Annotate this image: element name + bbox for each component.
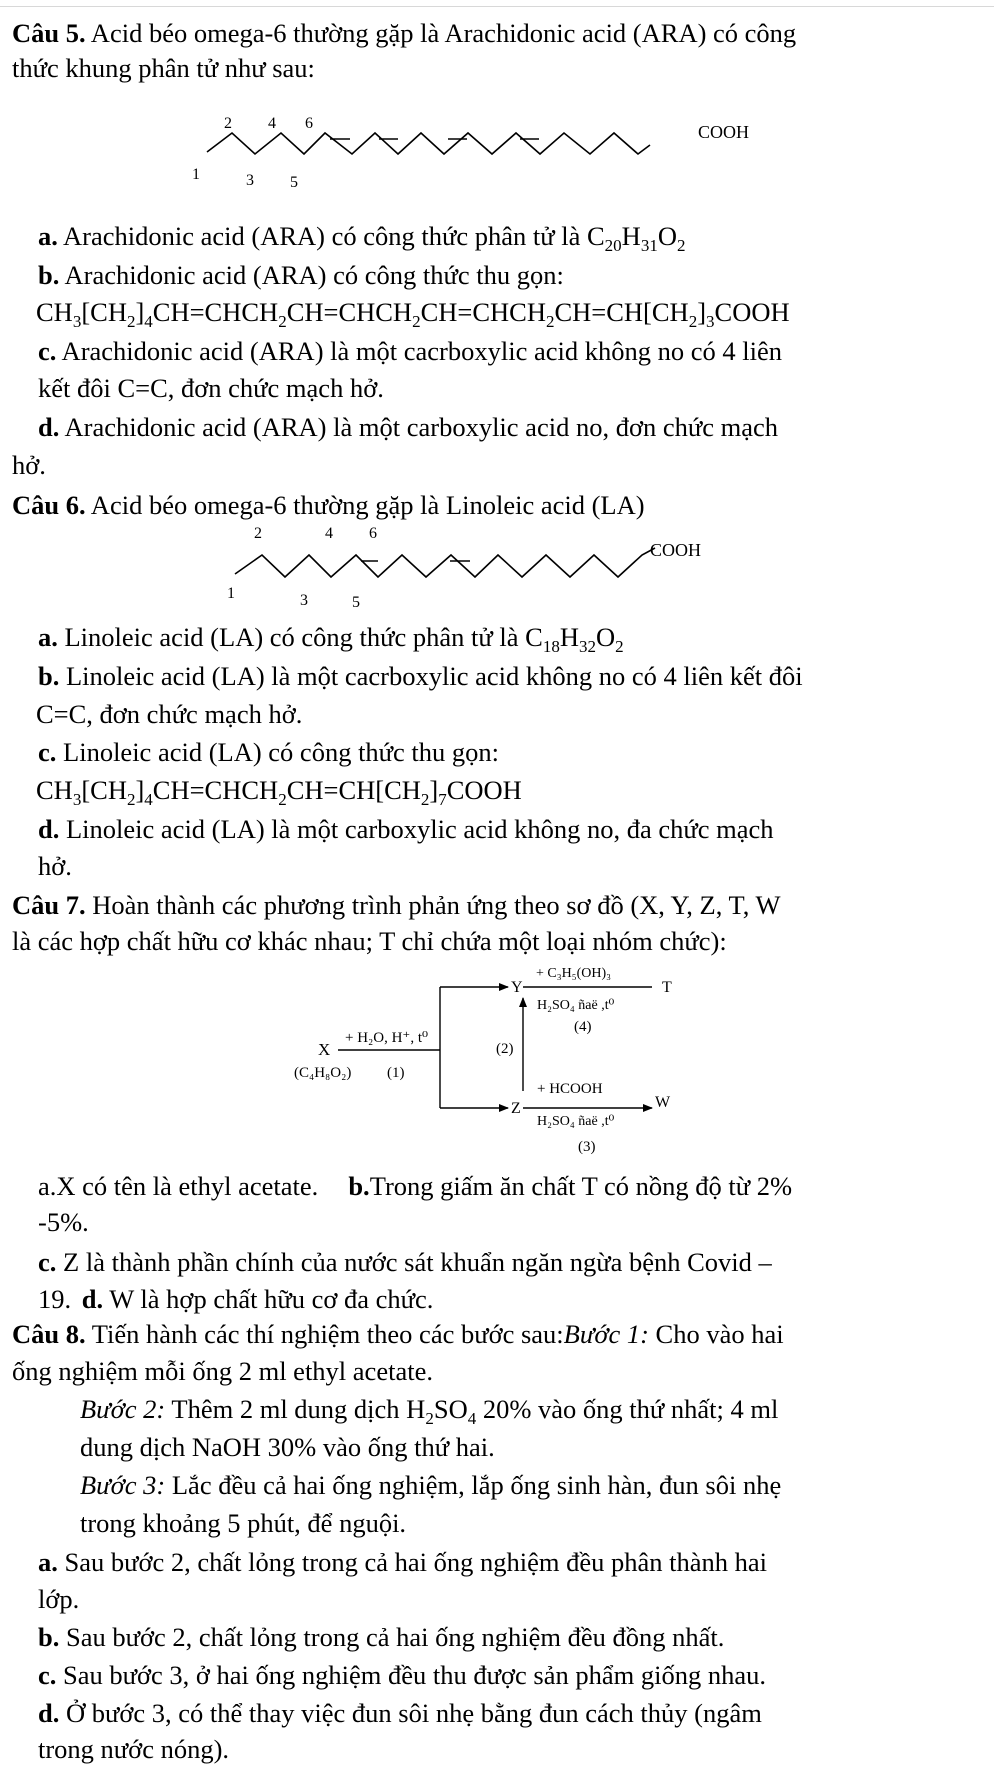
q6-option-d: d. Linoleic acid (LA) là một carboxylic acid không no, đa chức mạch xyxy=(38,814,774,844)
q7-step1-reagent: + H₂O, H⁺, t⁰ xyxy=(345,1030,429,1046)
q5-option-b-formula: $CH_3[CH_2]_4CH=CHCH_2CH=CHCH_2CH=CHCH_2CH=CH[CH_2]_3COOH$ xyxy=(36,297,790,331)
q6-option-a: a. Linoleic acid (LA) có công thức phân tử là $C_{18}H_{32}O_2$ xyxy=(38,622,624,656)
q7-step4-label: (4) xyxy=(574,1019,592,1035)
q6-option-d-line-2: hở. xyxy=(38,851,72,881)
q7-intro-line-2: là các hợp chất hữu cơ khác nhau; T chỉ chứa một loại nhóm chức): xyxy=(12,926,727,956)
q8-option-a: a. Sau bước 2, chất lỏng trong cả hai ống nghiệm đều phân thành hai xyxy=(38,1547,767,1577)
q8-intro-line-1: Câu 8. Tiến hành các thí nghiệm theo các bước sau:Bước 1: Cho vào hai xyxy=(12,1319,784,1349)
q5-atom-number: 3 xyxy=(246,172,254,189)
q6-atom-number: 6 xyxy=(369,525,377,542)
q5-heading: Câu 5. xyxy=(12,18,86,48)
q6-heading: Câu 6. xyxy=(12,490,86,520)
q8-option-d: d. Ở bước 3, có thể thay việc đun sôi nhẹ bằng đun cách thủy (ngâm xyxy=(38,1698,762,1728)
q6-option-c-formula: $CH_3[CH_2]_4CH=CHCH_2CH=CH[CH_2]_7COOH$ xyxy=(36,775,522,809)
q8-step2: Bước 2: Thêm 2 ml dung dịch $H_2SO_4$ 20% vào ống thứ nhất; 4 ml xyxy=(80,1394,779,1428)
q6-intro-line: Câu 6. Acid béo omega-6 thường gặp là Linoleic acid (LA) xyxy=(12,490,645,520)
q8-option-b: b. Sau bước 2, chất lỏng trong cả hai ống nghiệm đều đồng nhất. xyxy=(38,1622,725,1652)
q5-option-b: b. Arachidonic acid (ARA) có công thức thu gọn: xyxy=(38,260,564,290)
q8-heading: Câu 8. xyxy=(12,1319,86,1349)
q8-step2-line-2: dung dịch NaOH 30% vào ống thứ hai. xyxy=(80,1432,495,1462)
q6-atom-number: 4 xyxy=(325,525,333,542)
q7-option-c: c. Z là thành phần chính của nước sát khuẩn ngăn ngừa bệnh Covid – xyxy=(38,1247,772,1277)
q7-step4-reagent-top: + C₃H₅(OH)₃ xyxy=(536,966,612,981)
q6-option-b: b. Linoleic acid (LA) là một cacrboxylic acid không no có 4 liên kết đôi xyxy=(38,661,803,691)
q5-atom-number: 1 xyxy=(192,166,200,183)
q5-atom-number: 4 xyxy=(268,115,276,132)
q7-step3-reagent-bottom: H₂SO₄ ñaë ,t⁰ xyxy=(537,1114,615,1129)
q7-reaction-scheme xyxy=(0,955,994,1160)
q5-intro-line-2: thức khung phân tử như sau: xyxy=(12,53,315,83)
q7-options-ab: a.X có tên là ethyl acetate. b.Trong giấm ăn chất T có nồng độ từ 2% xyxy=(38,1171,793,1201)
q7-step1-label: (1) xyxy=(387,1065,405,1081)
q7-option-b: Trong giấm ăn chất T có nồng độ từ 2% xyxy=(369,1171,793,1201)
q7-intro-line-1: Câu 7. Hoàn thành các phương trình phản ứng theo sơ đồ (X, Y, Z, T, W xyxy=(12,890,781,920)
q8-option-c: c. Sau bước 3, ở hai ống nghiệm đều thu được sản phẩm giống nhau. xyxy=(38,1660,766,1690)
q5-atom-number: 6 xyxy=(305,115,313,132)
q6-option-b-line-2: C=C, đơn chức mạch hở. xyxy=(36,699,303,729)
q8-step3-line-2: trong khoảng 5 phút, để nguội. xyxy=(80,1508,407,1538)
q7-step2-label: (2) xyxy=(496,1041,514,1057)
q5-option-a: a. Arachidonic acid (ARA) có công thức phân tử là $C_{20}H_{31}O_2$ xyxy=(38,221,686,255)
q7-step4-reagent-bottom: H₂SO₄ ñaë ,t⁰ xyxy=(537,998,615,1013)
q6-atom-number: 1 xyxy=(227,585,235,602)
q7-option-d: W là hợp chất hữu cơ đa chức. xyxy=(103,1284,434,1314)
q7-option-a: a.X có tên là ethyl acetate. xyxy=(38,1171,319,1201)
q6-cooh-group: COOH xyxy=(650,540,702,560)
q5-intro-line-1: Câu 5. Acid béo omega-6 thường gặp là Arachidonic acid (ARA) có công xyxy=(12,18,797,48)
q7-step3-label: (3) xyxy=(578,1139,596,1155)
q8-option-a-line-2: lớp. xyxy=(38,1584,80,1614)
q7-option-b-line-2: -5%. xyxy=(38,1207,89,1237)
q7-compound-y: Y xyxy=(511,979,523,996)
q7-compound-x: X xyxy=(318,1040,331,1059)
q6-option-c: c. Linoleic acid (LA) có công thức thu gọn: xyxy=(38,737,500,767)
q6-linoleic-structure xyxy=(0,522,994,612)
q5-option-d: d. Arachidonic acid (ARA) là một carboxylic acid no, đơn chức mạch xyxy=(38,412,778,442)
q7-x-formula: (C₄H₈O₂) xyxy=(294,1065,352,1081)
page-top-edge xyxy=(0,0,994,7)
q5-option-c-line-2: kết đôi C=C, đơn chức mạch hở. xyxy=(38,373,384,403)
q7-step3-reagent-top: + HCOOH xyxy=(537,1081,603,1097)
q8-step3: Bước 3: Lắc đều cả hai ống nghiệm, lắp ống sinh hàn, đun sôi nhẹ xyxy=(80,1470,782,1500)
q7-compound-w: W xyxy=(655,1094,671,1111)
q5-option-d-line-2: hở. xyxy=(12,450,46,480)
q5-option-c: c. Arachidonic acid (ARA) là một cacrboxylic acid không no có 4 liên xyxy=(38,336,782,366)
q7-compound-t: T xyxy=(662,979,672,996)
q6-atom-number: 2 xyxy=(254,525,262,542)
q5-cooh-group: COOH xyxy=(698,122,750,142)
q5-arachidonic-structure xyxy=(0,112,994,212)
q6-atom-number: 5 xyxy=(352,594,360,611)
q7-heading: Câu 7. xyxy=(12,890,86,920)
q6-atom-number: 3 xyxy=(300,592,308,609)
q7-option-c-line-2-and-d: 19. d. W là hợp chất hữu cơ đa chức. xyxy=(38,1284,434,1314)
q5-atom-number: 5 xyxy=(290,174,298,191)
q8-option-d-line-2: trong nước nóng). xyxy=(38,1734,230,1764)
q7-compound-z: Z xyxy=(511,1100,521,1117)
q8-intro-line-2: ống nghiệm mỗi ống 2 ml ethyl acetate. xyxy=(12,1356,433,1386)
q5-atom-number: 2 xyxy=(224,115,232,132)
